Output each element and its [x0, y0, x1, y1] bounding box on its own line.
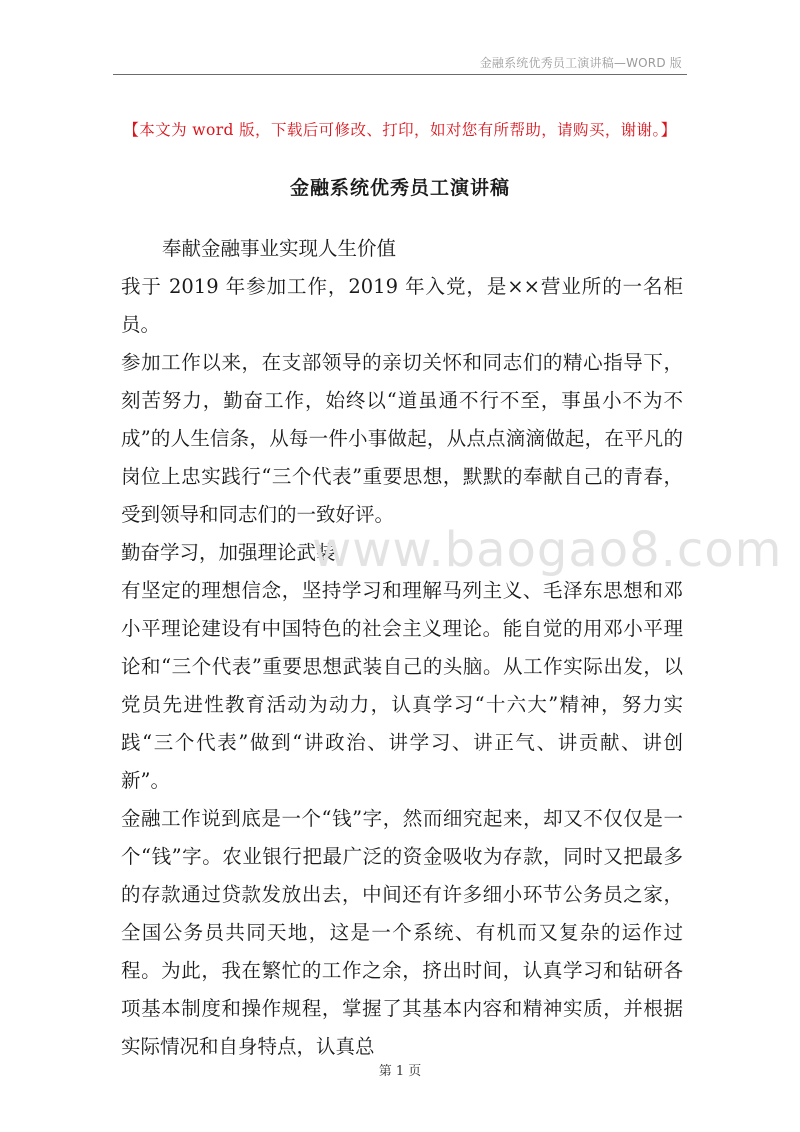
watermark: www.baogao8.com [312, 522, 783, 578]
header-divider [113, 74, 687, 75]
document-body [121, 230, 683, 1066]
running-header: 金融系统优秀员工演讲稿—WORD 版 [479, 56, 682, 70]
theory-paragraph: 有坚定的理想信念，坚持学习和理解马列主义、毛泽东思想和邓小平理论建设有中国特色的社会主义理论。能自觉的用邓小平理论和“三个代表”重要思想武装自己的头脑。从工作实际出发，以党员先进性教育活动为动力，认真学习“十六大”精神，努力实践“三个代表”做到“讲政治、讲学习、讲正气、讲贡献、讲创新”。 [121, 579, 683, 792]
finance-paragraph: 金融工作说到底是一个“钱”字，然而细究起来，却又不仅仅是一个“钱”字。农业银行把最广泛的资金吸收为存款，同时又把最多的存款通过贷款发放出去，中间还有许多细小环节公务员之家，全国公务员共同天地，这是一个系统、有机而又复杂的运作过程。为此，我在繁忙的工作之余，挤出时间，认真学习和钻研各项基本制度和操作规程，掌握了其基本内容和精神实质，并根据实际情况和自身特点，认真总 [121, 807, 683, 1058]
subtitle-paragraph: 奉献金融事业实现人生价值 [162, 237, 397, 260]
download-notice: 【本文为 word 版，下载后可修改、打印，如对您有所帮助，请购买，谢谢。】 [123, 121, 677, 139]
document-title: 金融系统优秀员工演讲稿 [289, 177, 510, 199]
section-heading: 勤奋学习，加强理论武装 [121, 541, 336, 564]
work-paragraph: 参加工作以来，在支部领导的亲切关怀和同志们的精心指导下，刻苦努力，勤奋工作，始终以“道虽通不行不至，事虽小不为不成”的人生信条，从每一件小事做起，从点点滴滴做起，在平凡的岗位上忠实践行“三个代表”重要思想，默默的奉献自己的青春，受到领导和同志们的一致好评。 [121, 351, 683, 526]
page-number: 第 1 页 [378, 1064, 422, 1079]
intro-paragraph: 我于 2019 年参加工作，2019 年入党，是××营业所的一名柜员。 [121, 275, 683, 336]
